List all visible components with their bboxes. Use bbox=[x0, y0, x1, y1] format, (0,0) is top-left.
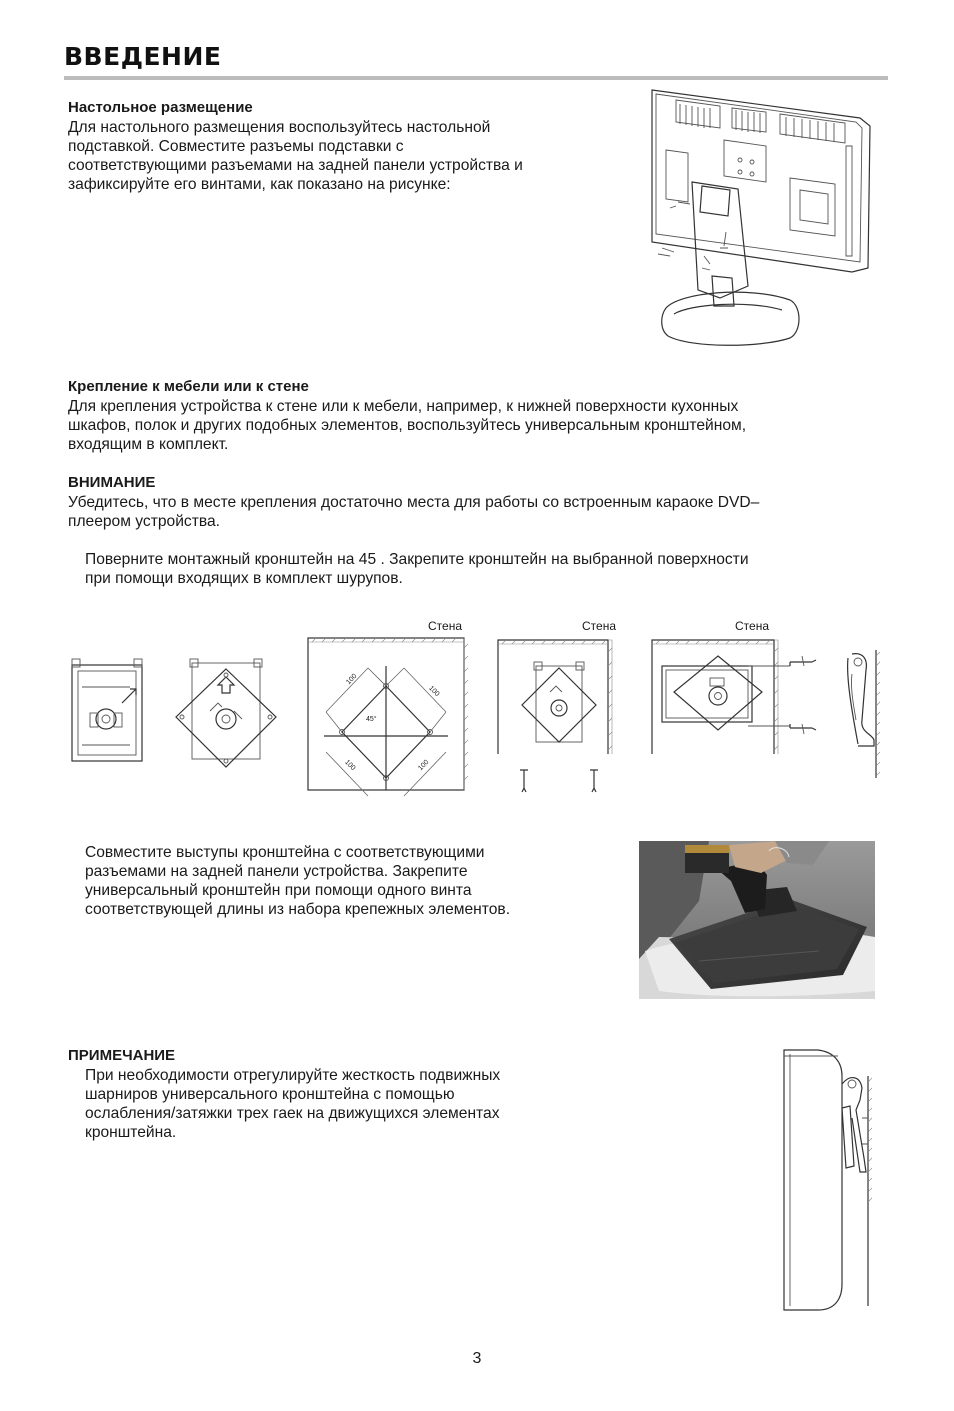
title-underline bbox=[64, 76, 888, 80]
dim-label-tr: 100 bbox=[427, 684, 441, 699]
note-heading: ПРИМЕЧАНИЕ bbox=[68, 1047, 176, 1064]
side-mount-illustration bbox=[780, 1048, 886, 1312]
wall-line: шкафов, полок и других подобных элементов, воспользуйтесь универсальным кронштейном, bbox=[68, 417, 747, 434]
warning-text bbox=[68, 493, 759, 531]
desktop-text bbox=[68, 118, 523, 194]
desktop-heading: Настольное размещение bbox=[68, 99, 253, 116]
wall-label-1: Стена bbox=[428, 619, 463, 633]
wall-heading: Крепление к мебели или к стене bbox=[68, 378, 309, 395]
bracket-rotated-figure bbox=[172, 655, 282, 775]
desktop-stand-illustration bbox=[640, 86, 880, 356]
bracket-on-wall-figure bbox=[496, 636, 636, 796]
step1-line: при помощи входящих в комплект шурупов. bbox=[85, 570, 403, 587]
wall-text bbox=[68, 397, 746, 454]
page-number: 3 bbox=[472, 1350, 482, 1367]
note-line: кронштейна. bbox=[85, 1124, 177, 1141]
note-line: При необходимости отрегулируйте жесткость подвижных bbox=[85, 1067, 501, 1084]
wall-label-2: Стена bbox=[582, 619, 617, 633]
wall-line: входящим в комплект. bbox=[68, 436, 229, 453]
bracket-upright-figure bbox=[68, 655, 152, 767]
dim-label-br: 100 bbox=[417, 758, 431, 773]
step2-line: разъемами на задней панели устройства. Закрепите bbox=[85, 863, 468, 880]
wall-label-3: Стена bbox=[735, 619, 770, 633]
note-line: шарниров универсального кронштейна с помощью bbox=[85, 1086, 455, 1103]
step1-line: Поверните монтажный кронштейн на 45 . Закрепите кронштейн на выбранной поверхности bbox=[85, 551, 749, 568]
side-view-bracket-figure bbox=[838, 648, 884, 780]
step1-text bbox=[85, 550, 749, 588]
page-title: ВВЕДЕНИЕ bbox=[64, 42, 222, 71]
note-line: ослабления/затяжки трех гаек на движущихся элементах bbox=[85, 1105, 500, 1122]
warning-line: плеером устройства. bbox=[68, 513, 220, 530]
desktop-line: соответствующими разъемами на задней панели устройства и bbox=[68, 157, 523, 174]
warning-line: Убедитесь, что в месте крепления достаточно места для работы со встроенным караоке DVD– bbox=[68, 494, 760, 511]
desktop-line: Для настольного размещения воспользуйтесь настольной bbox=[68, 119, 491, 136]
note-text bbox=[85, 1066, 500, 1142]
dim-label-tl: 100 bbox=[345, 672, 359, 687]
desktop-line: зафиксируйте его винтами, как показано на рисунке: bbox=[68, 176, 451, 193]
drill-mounting-photo bbox=[639, 841, 875, 999]
step2-text bbox=[85, 843, 510, 919]
step2-line: соответствующей длины из набора крепежных элементов. bbox=[85, 901, 511, 918]
dim-label-bl: 100 bbox=[343, 758, 357, 773]
warning-heading: ВНИМАНИЕ bbox=[68, 474, 156, 491]
desktop-line: подставкой. Совместите разъемы подставки с bbox=[68, 138, 404, 155]
step2-line: Совместите выступы кронштейна с соответствующими bbox=[85, 844, 485, 861]
device-on-wall-figure bbox=[650, 636, 820, 758]
angle-label: 45° bbox=[366, 716, 377, 723]
wall-line: Для крепления устройства к стене или к мебели, например, к нижней поверхности кухонных bbox=[68, 398, 739, 415]
wall-pattern-figure bbox=[306, 636, 472, 792]
step2-line: универсальный кронштейн при помощи одного винта bbox=[85, 882, 472, 899]
